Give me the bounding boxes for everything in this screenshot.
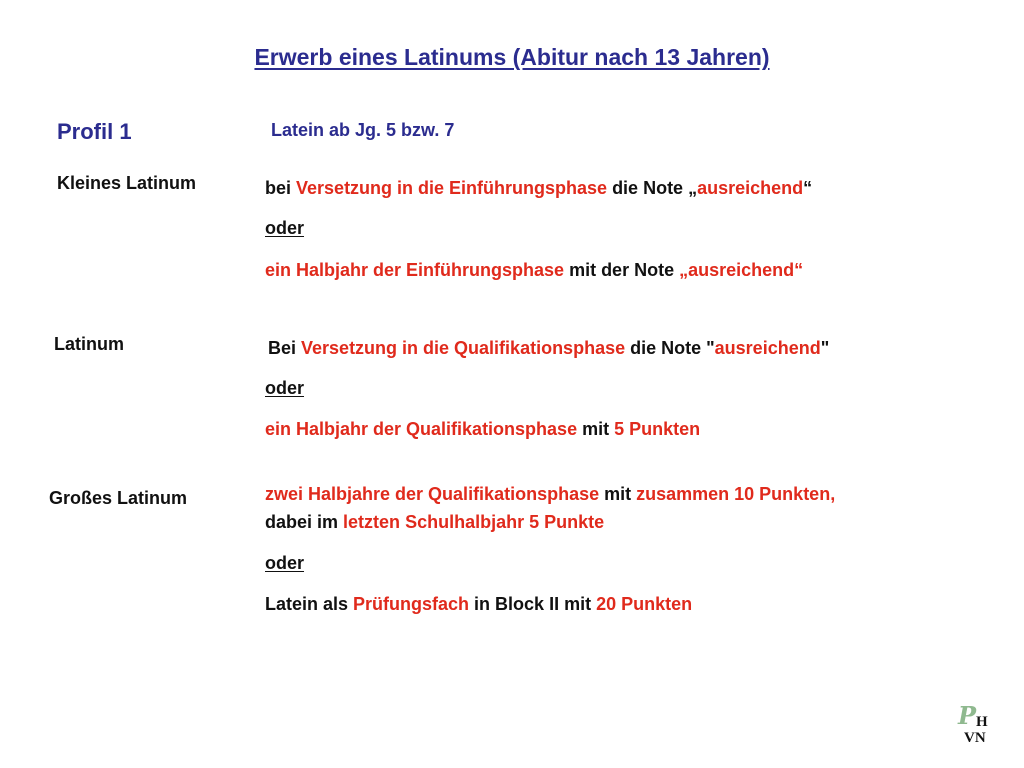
highlight-segment: Versetzung in die Qualifikationsphase	[301, 338, 626, 358]
text-segment: “	[803, 178, 813, 198]
highlight-segment: 5 Punkten	[614, 419, 701, 439]
text-segment: bei	[265, 178, 297, 198]
logo-script-letter: P	[958, 702, 977, 730]
logo-letters-top: H	[976, 714, 988, 730]
profile-name: Profil 1	[57, 119, 132, 144]
highlight-segment: Schulhalbjahr 5 Punkte	[405, 512, 605, 532]
text-segment: Latein als	[265, 594, 354, 614]
highlight-segment: „ausreichend“	[679, 260, 804, 280]
grosses-requirement-line-2	[265, 512, 604, 533]
text-segment: die Note "	[625, 338, 715, 358]
highlight-segment: zusammen 10 Punkten,	[636, 484, 836, 504]
school-logo-icon	[956, 702, 996, 746]
text-segment: dabei im	[265, 512, 344, 532]
highlight-segment: ausreichend	[714, 338, 821, 358]
profile-subtitle: Latein ab Jg. 5 bzw. 7	[271, 120, 455, 140]
latinum-requirement-line-2	[265, 419, 700, 440]
highlight-segment: Versetzung in die Einführungsphase	[296, 178, 608, 198]
kleines-requirement-line-2	[265, 260, 803, 281]
kleines-requirement-line-1	[265, 178, 812, 199]
highlight-segment: ein Halbjahr der Einführungsphase	[265, 260, 565, 280]
grosses-requirement-line-3	[265, 594, 692, 615]
text-segment: in Block II mit	[469, 594, 597, 614]
latinum-requirement-line-1	[268, 338, 829, 359]
text-segment: mit	[577, 419, 615, 439]
section-label-latinum: Latinum	[54, 334, 124, 354]
grosses-or-connector: oder	[265, 553, 305, 573]
latinum-or-connector: oder	[265, 378, 305, 398]
grosses-requirement-line-1	[265, 484, 835, 505]
highlight-segment: ausreichend	[697, 178, 804, 198]
highlight-segment: 20 Punkten	[596, 594, 693, 614]
text-segment: "	[820, 338, 830, 358]
highlight-segment: zwei Halbjahre der Qualifikationsphase	[265, 484, 600, 504]
text-segment: mit	[599, 484, 637, 504]
section-label-grosses-latinum: Großes Latinum	[49, 488, 188, 508]
highlight-segment: letzten	[343, 512, 401, 532]
page-title: Erwerb eines Latinums (Abitur nach 13 Jahren)	[254, 44, 770, 70]
section-label-kleines-latinum: Kleines Latinum	[57, 173, 197, 193]
text-segment: die Note „	[607, 178, 698, 198]
highlight-segment: Prüfungsfach	[353, 594, 470, 614]
logo-letters-bottom: VN	[964, 730, 986, 746]
kleines-or-connector: oder	[265, 218, 305, 238]
text-segment: mit der Note	[564, 260, 680, 280]
highlight-segment: ein Halbjahr der Qualifikationsphase	[265, 419, 578, 439]
text-segment: Bei	[268, 338, 302, 358]
